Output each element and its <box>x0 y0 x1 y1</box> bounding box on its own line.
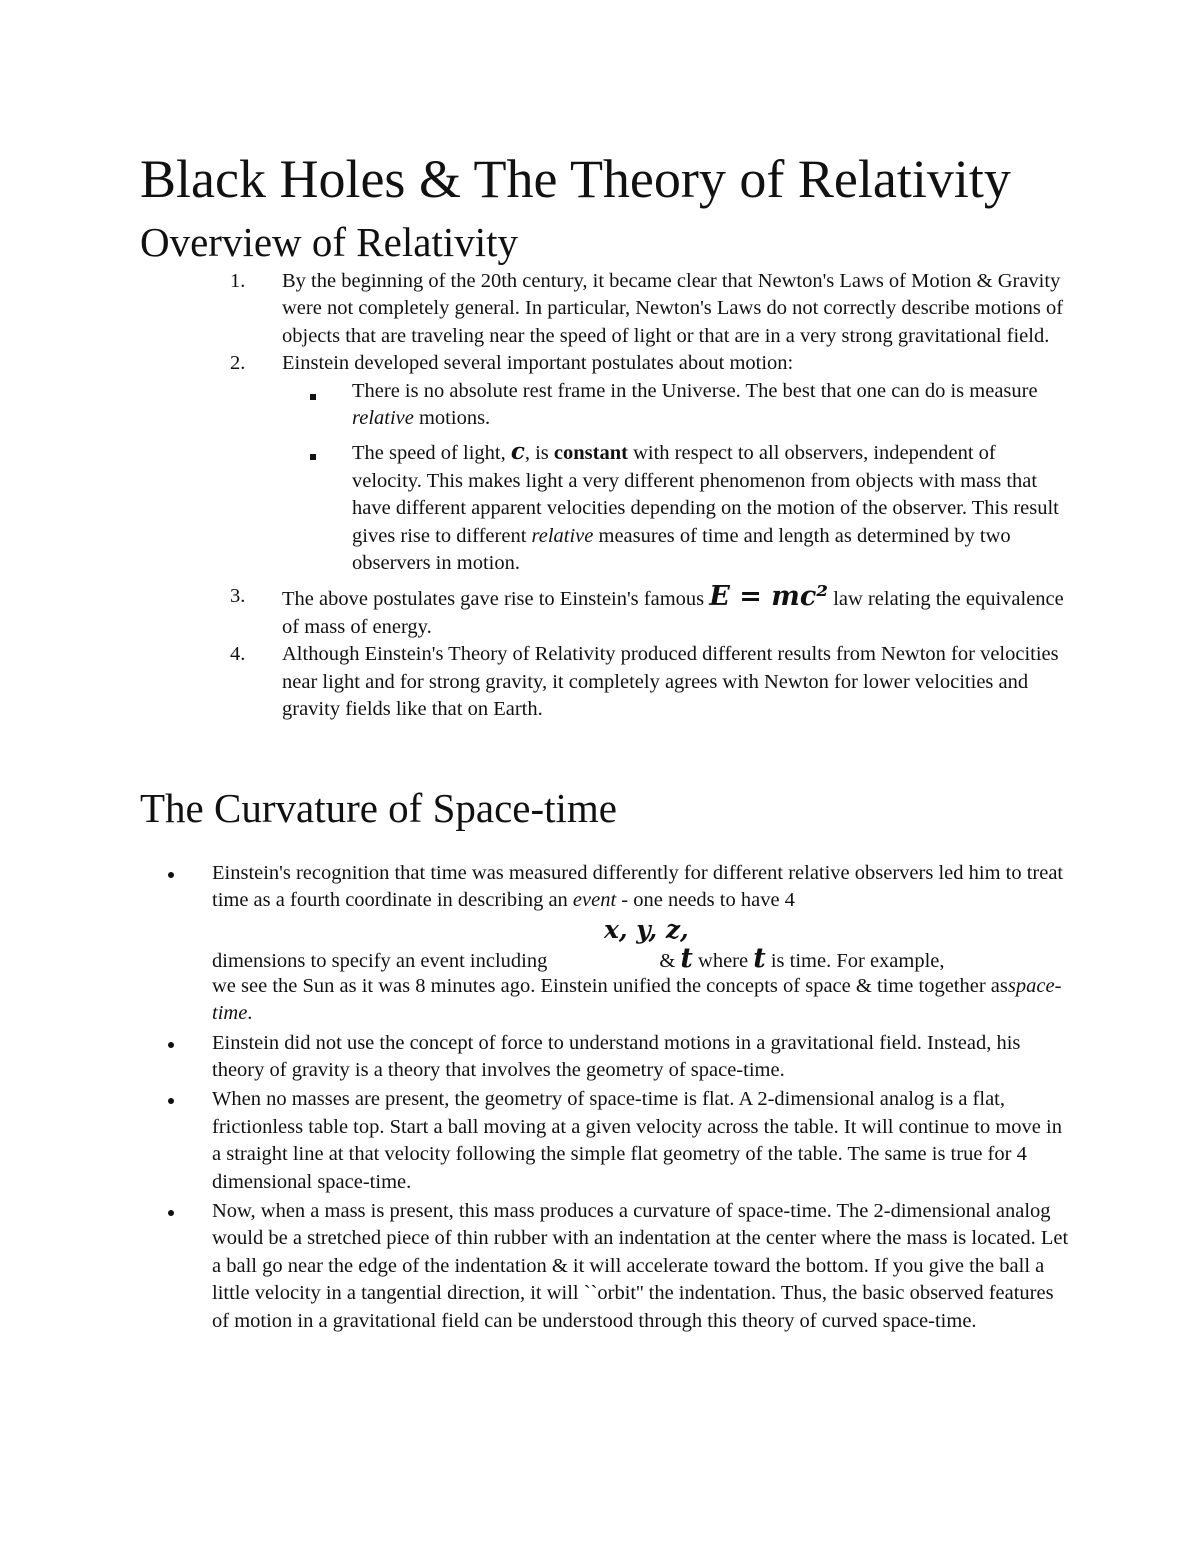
list-item-text: By the beginning of the 20th century, it became clear that Newton's Laws of Motion & Gravity were not completely general. In particular, Newton's Laws do not correctly describe motions of objects that are traveling near the speed of light or that are in a very strong gravitational field. <box>282 270 1064 347</box>
sub-item-text: The speed of light, <box>352 442 511 465</box>
sub-item-text: with respect to all observers, independent of velocity. This makes light a very different phenomenon from objects with mass that have different apparent velocities depending on the motion of the observer. This result gives rise to different <box>352 442 1059 547</box>
bold-text: constant <box>553 442 628 465</box>
emphasis-text: relative <box>352 407 414 430</box>
list-item-text: dimensions to specify an event including <box>212 949 548 972</box>
math-symbol-t: t <box>680 942 693 974</box>
list-item <box>140 1198 1070 1335</box>
page-title: Black Holes & The Theory of Relativity <box>140 149 1011 209</box>
square-bullet-icon <box>310 454 316 460</box>
list-item-text: law relating the equivalence of mass of energy. <box>282 588 1064 638</box>
list-item-text: Now, when a mass is present, this mass produces a curvature of space-time. The 2-dimensional analog would be a stretched piece of thin rubber with an indentation at the center where the mass is located. Let a ball go near the edge of the indentation & it will accelerate toward the bottom. If you give the ball a little velocity in a tangential direction, it will ``orbit'' the indentation. Thus, the basic observed features of motion in a gravitational field can be understood through this theory of curved space-time. <box>212 1200 1069 1332</box>
list-item <box>140 1030 1070 1085</box>
list-item-text: where <box>698 949 749 972</box>
coordinates-line <box>212 915 1070 973</box>
list-number: 2. <box>230 352 246 375</box>
coordinates-text <box>212 942 945 975</box>
list-item-text: Einstein's recognition that time was measured differently for different relative observers led him to treat time as a fourth coordinate in describing an <box>212 862 1064 912</box>
list-item <box>140 1086 1070 1196</box>
sub-list <box>282 378 1070 578</box>
list-item <box>140 860 1070 1028</box>
round-bullet-icon <box>168 1098 174 1104</box>
list-item-text: - one needs to have 4 <box>616 889 795 912</box>
list-item-text: Einstein did not use the concept of force to understand motions in a gravitational field. Instead, his theory of gravity is a theory that involves the geometry of space-time. <box>212 1031 1021 1082</box>
sub-item-text: , is <box>524 442 554 465</box>
emphasis-text: event <box>572 889 617 912</box>
list-item <box>140 641 1070 723</box>
bullet-list <box>140 860 1070 1335</box>
sub-list-item <box>352 378 1070 433</box>
list-number: 4. <box>230 643 246 666</box>
list-item <box>140 583 1070 641</box>
list-item-continuation <box>212 973 1070 1028</box>
list-item-text: When no masses are present, the geometry of space-time is flat. A 2-dimensional analog is a flat, frictionless table top. Start a ball moving at a given velocity across the table. It will continue to move in a straight line at that velocity following the simple flat geometry of the table. The same is true for 4 dimensional space-time. <box>212 1088 1062 1193</box>
round-bullet-icon <box>168 872 174 878</box>
equation-emc2: E = mc² <box>709 581 829 613</box>
list-item-text: The above postulates gave rise to Einstein's famous <box>282 588 710 611</box>
list-item-text: Einstein developed several important postulates about motion: <box>282 352 794 375</box>
section-heading-curvature: The Curvature of Space-time <box>140 785 618 831</box>
emphasis-text: space-time <box>212 974 1062 1025</box>
list-number: 1. <box>230 270 246 292</box>
sub-item-text: measures of time and length as determined by two observers in motion. <box>352 524 1011 575</box>
emphasis-text: relative <box>531 524 594 547</box>
list-item <box>140 268 1070 350</box>
math-coordinates: x, y, z, <box>604 914 689 944</box>
numbered-list <box>140 268 1070 724</box>
ampersand-text: & <box>659 949 676 972</box>
round-bullet-icon <box>168 1210 174 1216</box>
list-number: 3. <box>230 585 246 608</box>
list-item <box>140 350 1070 577</box>
section-heading-overview: Overview of Relativity <box>140 219 519 265</box>
sub-item-text: There is no absolute rest frame in the Universe. The best that one can do is measure <box>352 379 1038 402</box>
list-item-text: . <box>247 1002 253 1025</box>
list-item-text: Although Einstein's Theory of Relativity produced different results from Newton for velocities near light and for strong gravity, it completely agrees with Newton for lower velocities and gravity fields like that on Earth. <box>282 643 1059 721</box>
round-bullet-icon <box>168 1042 174 1048</box>
square-bullet-icon <box>310 394 316 400</box>
sub-list-item <box>352 438 1070 577</box>
math-symbol-t: t <box>753 942 766 974</box>
continuation-text: we see the Sun as it was 8 minutes ago. Einstein unified the concepts of space & time together as <box>212 974 1008 997</box>
math-symbol-c: c <box>510 438 525 466</box>
sub-item-text: motions. <box>413 407 491 430</box>
list-item-text: is time. For example, <box>770 949 945 972</box>
